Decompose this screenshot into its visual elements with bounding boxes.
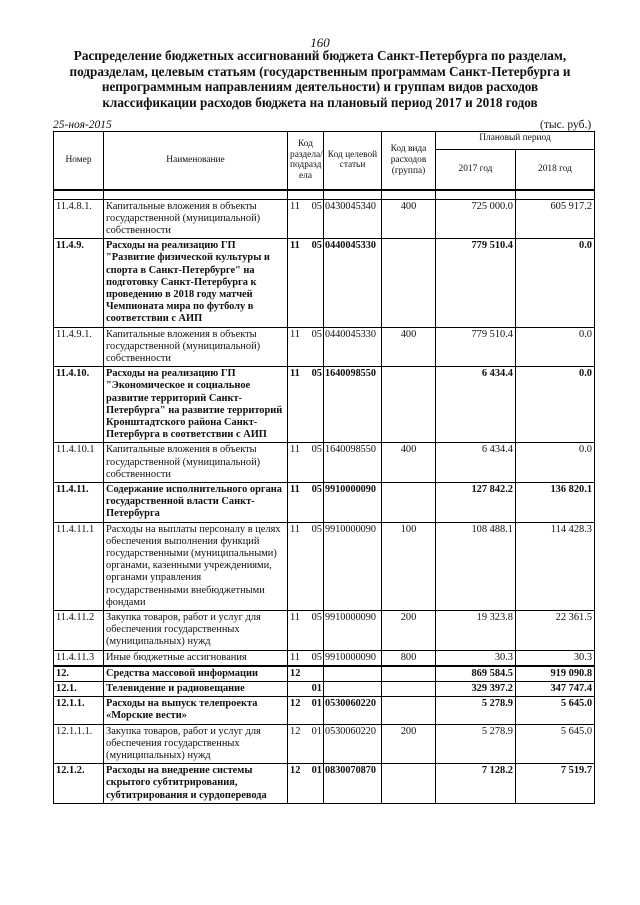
row-target-code: 0530060220 bbox=[324, 697, 382, 724]
table-row bbox=[54, 239, 595, 327]
header-2018: 2018 год bbox=[516, 150, 595, 190]
row-subsection-code: 05 bbox=[308, 443, 324, 483]
row-name: Капитальные вложения в объекты государственной (муниципальной) собственности bbox=[104, 443, 288, 483]
row-expense-group bbox=[382, 697, 436, 724]
row-value-2017: 7 128.2 bbox=[436, 764, 516, 804]
row-target-code bbox=[324, 682, 382, 697]
row-subsection-code: 05 bbox=[308, 239, 324, 327]
row-number: 11.4.8.1. bbox=[54, 199, 104, 239]
row-target-code: 0430045340 bbox=[324, 199, 382, 239]
row-value-2018: 114 428.3 bbox=[516, 522, 595, 610]
row-name: Капитальные вложения в объекты государственной (муниципальной) собственности bbox=[104, 199, 288, 239]
row-number: 12. bbox=[54, 666, 104, 682]
row-target-code: 0530060220 bbox=[324, 724, 382, 764]
row-section-code: 11 bbox=[288, 199, 308, 239]
row-expense-group: 200 bbox=[382, 611, 436, 651]
row-name: Закупка товаров, работ и услуг для обеспечения государственных (муниципальных) нужд bbox=[104, 611, 288, 651]
row-name: Средства массовой информации bbox=[104, 666, 288, 682]
row-section-code: 11 bbox=[288, 482, 308, 522]
row-target-code: 0440045330 bbox=[324, 239, 382, 327]
row-value-2017: 5 278.9 bbox=[436, 724, 516, 764]
row-expense-group: 800 bbox=[382, 650, 436, 666]
header-2017: 2017 год bbox=[436, 150, 516, 190]
header-expense-group: Код вида расходов (группа) bbox=[382, 132, 436, 190]
row-subsection-code: 05 bbox=[308, 199, 324, 239]
row-value-2017: 6 434.4 bbox=[436, 443, 516, 483]
row-value-2017: 108 488.1 bbox=[436, 522, 516, 610]
row-subsection-code: 01 bbox=[308, 697, 324, 724]
row-value-2017: 5 278.9 bbox=[436, 697, 516, 724]
row-value-2017: 725 000.0 bbox=[436, 199, 516, 239]
row-name: Содержание исполнительного органа государственной власти Санкт-Петербурга bbox=[104, 482, 288, 522]
row-target-code: 0440045330 bbox=[324, 327, 382, 367]
header-target-code: Код целевой статьи bbox=[324, 132, 382, 190]
units-label: (тыс. руб.) bbox=[540, 119, 592, 131]
row-section-code: 11 bbox=[288, 443, 308, 483]
row-target-code: 1640098550 bbox=[324, 443, 382, 483]
row-subsection-code: 01 bbox=[308, 764, 324, 804]
table-row bbox=[54, 611, 595, 651]
row-section-code: 11 bbox=[288, 522, 308, 610]
table-row bbox=[54, 367, 595, 443]
row-value-2018: 5 645.0 bbox=[516, 724, 595, 764]
row-value-2017: 779 510.4 bbox=[436, 239, 516, 327]
page-number: 160 bbox=[310, 35, 330, 50]
row-expense-group: 400 bbox=[382, 443, 436, 483]
row-value-2017: 329 397.2 bbox=[436, 682, 516, 697]
row-value-2017: 6 434.4 bbox=[436, 367, 516, 443]
row-name: Иные бюджетные ассигнования bbox=[104, 650, 288, 666]
row-subsection-code: 05 bbox=[308, 611, 324, 651]
row-number: 11.4.10.1 bbox=[54, 443, 104, 483]
row-subsection-code: 05 bbox=[308, 522, 324, 610]
row-section-code: 11 bbox=[288, 611, 308, 651]
row-expense-group: 100 bbox=[382, 522, 436, 610]
table-row bbox=[54, 682, 595, 697]
row-target-code: 1640098550 bbox=[324, 367, 382, 443]
row-value-2018: 0.0 bbox=[516, 239, 595, 327]
row-target-code: 9910000090 bbox=[324, 611, 382, 651]
row-number: 12.1. bbox=[54, 682, 104, 697]
header-spacer-row bbox=[54, 190, 595, 200]
row-expense-group: 200 bbox=[382, 724, 436, 764]
table-row bbox=[54, 482, 595, 522]
row-subsection-code: 01 bbox=[308, 682, 324, 697]
row-section-code: 12 bbox=[288, 697, 308, 724]
row-number: 11.4.11. bbox=[54, 482, 104, 522]
row-number: 11.4.11.3 bbox=[54, 650, 104, 666]
row-section-code: 12 bbox=[288, 764, 308, 804]
table-row bbox=[54, 443, 595, 483]
table-row bbox=[54, 327, 595, 367]
row-name: Расходы на выпуск телепроекта «Морские вести» bbox=[104, 697, 288, 724]
row-number: 11.4.10. bbox=[54, 367, 104, 443]
row-value-2017: 779 510.4 bbox=[436, 327, 516, 367]
table-row bbox=[54, 697, 595, 724]
row-name: Телевидение и радиовещание bbox=[104, 682, 288, 697]
row-expense-group bbox=[382, 764, 436, 804]
document-date: 25-ноя-2015 bbox=[53, 119, 112, 131]
row-value-2017: 869 584.5 bbox=[436, 666, 516, 682]
row-name: Расходы на реализацию ГП "Развитие физической культуры и спорта в Санкт-Петербурге" на подготовку Санкт-Петербурга к проведению в 2018 году матчей Чемпионата мира по футболу в соответствии с АИП bbox=[104, 239, 288, 327]
row-target-code: 0830070870 bbox=[324, 764, 382, 804]
table-row bbox=[54, 666, 595, 682]
row-section-code: 12 bbox=[288, 724, 308, 764]
row-target-code bbox=[324, 666, 382, 682]
budget-table bbox=[53, 131, 595, 804]
table-row bbox=[54, 199, 595, 239]
row-expense-group bbox=[382, 682, 436, 697]
row-number: 11.4.9.1. bbox=[54, 327, 104, 367]
row-number: 11.4.11.1 bbox=[54, 522, 104, 610]
row-name: Расходы на внедрение системы скрытого субтитрирования, субтитрирования и сурдоперевода bbox=[104, 764, 288, 804]
table-row bbox=[54, 724, 595, 764]
row-section-code: 12 bbox=[288, 666, 308, 682]
row-value-2018: 30.3 bbox=[516, 650, 595, 666]
row-subsection-code: 05 bbox=[308, 367, 324, 443]
row-number: 12.1.1. bbox=[54, 697, 104, 724]
row-name: Расходы на выплаты персоналу в целях обеспечения выполнения функций государственными (муниципальными) органами, казенными учреждениями, органами управления государственными внебюджетными фондами bbox=[104, 522, 288, 610]
row-expense-group: 400 bbox=[382, 199, 436, 239]
row-value-2017: 19 323.8 bbox=[436, 611, 516, 651]
row-expense-group bbox=[382, 239, 436, 327]
table-row bbox=[54, 650, 595, 666]
row-expense-group bbox=[382, 482, 436, 522]
row-name: Расходы на реализацию ГП "Экономическое и социальное развитие территорий Санкт-Петербурга" на развитие территорий Кронштадтского района Санкт-Петербурга в соответствии с АИП bbox=[104, 367, 288, 443]
row-value-2018: 605 917.2 bbox=[516, 199, 595, 239]
row-section-code bbox=[288, 682, 308, 697]
table-body bbox=[54, 199, 595, 803]
row-expense-group bbox=[382, 367, 436, 443]
row-value-2018: 919 090.8 bbox=[516, 666, 595, 682]
row-value-2018: 0.0 bbox=[516, 367, 595, 443]
row-name: Капитальные вложения в объекты государственной (муниципальной) собственности bbox=[104, 327, 288, 367]
row-name: Закупка товаров, работ и услуг для обеспечения государственных (муниципальных) нужд bbox=[104, 724, 288, 764]
table-row bbox=[54, 522, 595, 610]
row-value-2018: 5 645.0 bbox=[516, 697, 595, 724]
row-expense-group bbox=[382, 666, 436, 682]
row-target-code: 9910000090 bbox=[324, 482, 382, 522]
row-value-2018: 347 747.4 bbox=[516, 682, 595, 697]
row-number: 12.1.2. bbox=[54, 764, 104, 804]
header-number: Номер bbox=[54, 132, 104, 190]
header-section-code: Код раздела/ подразд ела bbox=[288, 132, 324, 190]
row-section-code: 11 bbox=[288, 327, 308, 367]
row-subsection-code: 05 bbox=[308, 327, 324, 367]
row-value-2018: 0.0 bbox=[516, 327, 595, 367]
row-value-2017: 127 842.2 bbox=[436, 482, 516, 522]
row-value-2018: 22 361.5 bbox=[516, 611, 595, 651]
row-subsection-code bbox=[308, 666, 324, 682]
header-planned-period: Плановый период bbox=[436, 132, 595, 150]
row-subsection-code: 01 bbox=[308, 724, 324, 764]
row-value-2018: 136 820.1 bbox=[516, 482, 595, 522]
row-expense-group: 400 bbox=[382, 327, 436, 367]
row-number: 11.4.9. bbox=[54, 239, 104, 327]
row-target-code: 9910000090 bbox=[324, 522, 382, 610]
document-title: Распределение бюджетных ассигнований бюджета Санкт-Петербурга по разделам, подразделам, целевым статьям (государственным программам Санкт-Петербурга и непрограммным направлениям деятельности) и группам видов расходов классификации расходов бюджета на плановый период 2017 и 2018 годов bbox=[69, 48, 571, 110]
row-value-2018: 0.0 bbox=[516, 443, 595, 483]
row-section-code: 11 bbox=[288, 650, 308, 666]
row-value-2017: 30.3 bbox=[436, 650, 516, 666]
row-value-2018: 7 519.7 bbox=[516, 764, 595, 804]
row-subsection-code: 05 bbox=[308, 482, 324, 522]
row-target-code: 9910000090 bbox=[324, 650, 382, 666]
row-number: 12.1.1.1. bbox=[54, 724, 104, 764]
row-number: 11.4.11.2 bbox=[54, 611, 104, 651]
table-row bbox=[54, 764, 595, 804]
header-name: Наименование bbox=[104, 132, 288, 190]
row-subsection-code: 05 bbox=[308, 650, 324, 666]
row-section-code: 11 bbox=[288, 367, 308, 443]
row-section-code: 11 bbox=[288, 239, 308, 327]
